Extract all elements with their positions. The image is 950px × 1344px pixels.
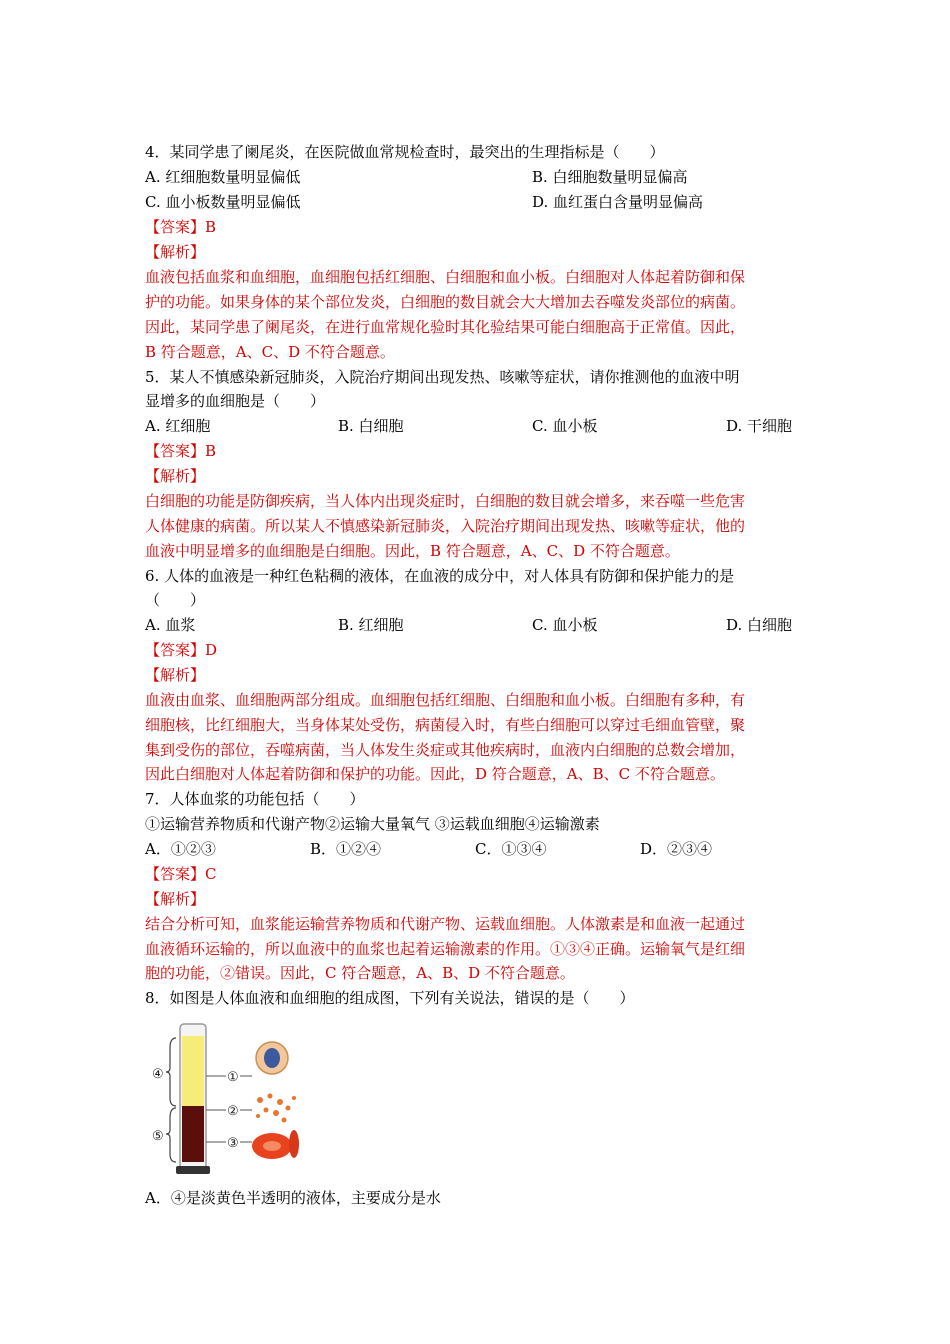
q7-analysis-line: 胞的功能，②错误。因此，C 符合题意，A、B、D 不符合题意。 (145, 964, 575, 982)
q4-option-d: D. 血红蛋白含量明显偏高 (532, 193, 704, 211)
q7-option-d: D．②③④ (640, 840, 713, 858)
q4-option-c: C. 血小板数量明显偏低 (145, 193, 301, 211)
q5-stem: 显增多的血细胞是（ ） (145, 392, 326, 410)
cell-nucleus (264, 1048, 280, 1068)
q4-option-b: B. 白细胞数量明显偏高 (532, 168, 688, 186)
q6-option-b: B. 红细胞 (338, 616, 404, 634)
q5-option-b: B. 白细胞 (338, 417, 404, 435)
q7-stem: 7．人体血浆的功能包括（ ） (145, 790, 365, 808)
q5-stem: 5．某人不慎感染新冠肺炎，入院治疗期间出现发热、咳嗽等症状，请你推测他的血液中明 (145, 368, 740, 386)
label-4: ④ (152, 1067, 164, 1082)
blood-tube-diagram (148, 1018, 308, 1178)
q6-option-c: C. 血小板 (532, 616, 598, 634)
cells-brace (166, 1108, 176, 1162)
q5-analysis-line: 血液中明显增多的血细胞是白细胞。因此，B 符合题意，A、C、D 不符合题意。 (145, 542, 680, 560)
q8-stem: 8．如图是人体血液和血细胞的组成图，下列有关说法，错误的是（ ） (145, 989, 635, 1007)
q4-option-a: A. 红细胞数量明显偏低 (145, 168, 301, 186)
q7-analysis-label: 【解析】 (145, 890, 206, 908)
q7-option-a: A．①②③ (145, 840, 216, 858)
label-1: ① (227, 1070, 239, 1085)
q8-option-a: A．④是淡黄色半透明的液体，主要成分是水 (145, 1189, 441, 1207)
q5-answer: 【答案】B (145, 442, 217, 460)
label-5: ⑤ (152, 1129, 164, 1144)
q6-analysis-line: 集到受伤的部位，吞噬病菌，当人体发生炎症或其他疾病时，血液内白细胞的总数会增加， (145, 741, 746, 759)
q4-analysis-line: B 符合题意，A、C、D 不符合题意。 (145, 343, 395, 361)
q5-analysis-line: 人体健康的病菌。所以某人不慎感染新冠肺炎，入院治疗期间出现发热、咳嗽等症状，他的 (145, 517, 746, 535)
q5-option-a: A. 红细胞 (145, 417, 211, 435)
q6-stem: （ ） (145, 591, 206, 609)
q4-stem: 4．某同学患了阑尾炎，在医院做血常规检查时，最突出的生理指标是（ ） (145, 143, 665, 161)
q7-option-b: B．①②④ (310, 840, 382, 858)
q6-option-a: A. 血浆 (145, 616, 196, 634)
q6-analysis-line: 因此白细胞对人体起着防御和保护的功能。因此，D 符合题意，A、B、C 不符合题意。 (145, 765, 725, 783)
q6-analysis-label: 【解析】 (145, 666, 206, 684)
blood-composition-figure (148, 1018, 308, 1178)
label-3: ③ (227, 1136, 239, 1151)
red-blood-cell-side-icon (289, 1130, 299, 1158)
plasma-brace (166, 1038, 176, 1106)
q4-answer: 【答案】B (145, 218, 217, 236)
platelets-icon (256, 1094, 296, 1123)
q5-option-d: D. 干细胞 (726, 417, 793, 435)
q7-analysis-line: 结合分析可知，血浆能运输营养物质和代谢产物、运载血细胞。人体激素是和血液一起通过 (145, 915, 746, 933)
q6-option-d: D. 白细胞 (726, 616, 793, 634)
q4-analysis-label: 【解析】 (145, 243, 206, 261)
tube-base (176, 1166, 210, 1174)
q4-analysis-line: 护的功能。如果身体的某个部位发炎，白细胞的数目就会大大增加去吞噬发炎部位的病菌。 (145, 293, 746, 311)
q7-analysis-line: 血液循环运输的，所以血液中的血浆也起着运输激素的作用。①③④正确。运输氧气是红细 (145, 940, 746, 958)
label-2: ② (227, 1104, 239, 1119)
q5-analysis-label: 【解析】 (145, 467, 206, 485)
q6-stem: 6. 人体的血液是一种红色粘稠的液体，在血液的成分中，对人体具有防御和保护能力的是 (145, 567, 735, 585)
q7-sub-items: ①运输营养物质和代谢产物②运输大量氧气 ③运载血细胞④运输激素 (145, 815, 600, 833)
blood-cell-layer (182, 1106, 204, 1162)
q5-analysis-line: 白细胞的功能是防御疾病，当人体内出现炎症时，白细胞的数目就会增多，来吞噬一些危害 (145, 492, 746, 510)
q6-analysis-line: 血液由血浆、血细胞两部分组成。血细胞包括红细胞、白细胞和血小板。白细胞有多种，有 (145, 691, 746, 709)
red-cell-center (263, 1141, 281, 1151)
q4-analysis-line: 因此，某同学患了阑尾炎，在进行血常规化验时其化验结果可能白细胞高于正常值。因此， (145, 318, 746, 336)
q7-answer: 【答案】C (145, 865, 217, 883)
q5-option-c: C. 血小板 (532, 417, 598, 435)
q6-answer: 【答案】D (145, 641, 218, 659)
q4-analysis-line: 血液包括血浆和血细胞，血细胞包括红细胞、白细胞和血小板。白细胞对人体起着防御和保 (145, 268, 746, 286)
q7-option-c: C．①③④ (475, 840, 547, 858)
plasma-layer (182, 1036, 204, 1106)
q6-analysis-line: 细胞核，比红细胞大，当身体某处受伤，病菌侵入时，有些白细胞可以穿过毛细血管壁，聚 (145, 716, 746, 734)
